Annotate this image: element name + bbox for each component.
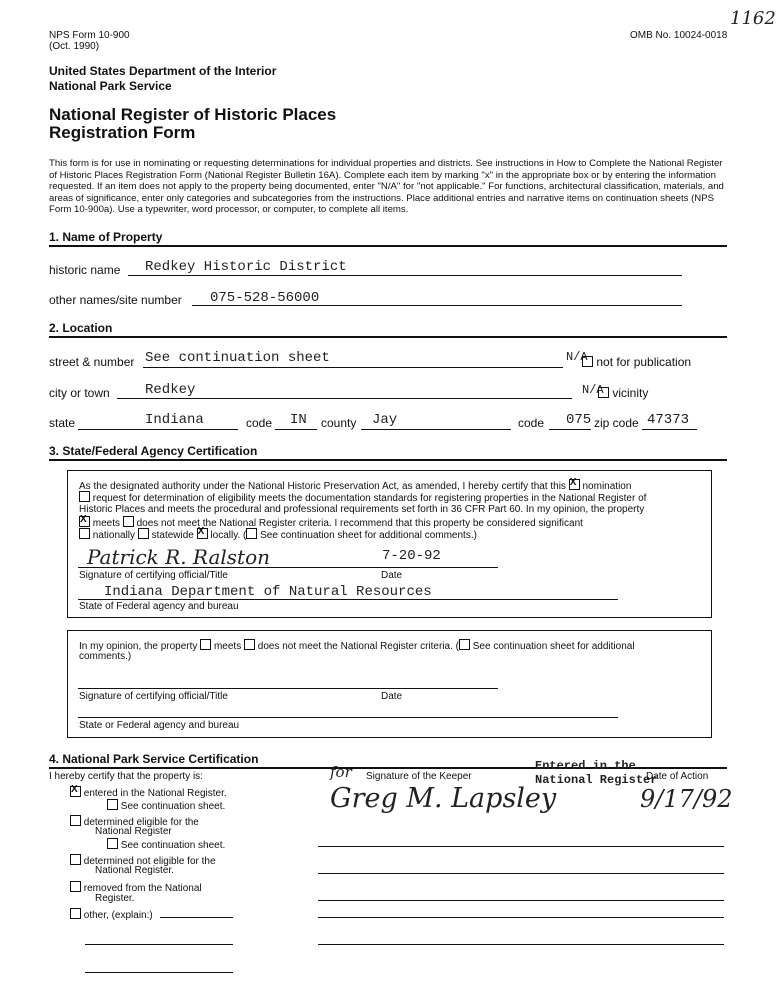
state-code-label: code xyxy=(246,416,273,430)
zip-value[interactable]: 47373 xyxy=(647,412,690,428)
eligibility-checkbox[interactable] xyxy=(79,491,90,502)
certifying-signature: Patrick R. Ralston xyxy=(87,545,270,569)
historic-name-value[interactable]: Redkey Historic District xyxy=(145,259,347,275)
other-option: other, (explain:) xyxy=(70,908,153,921)
agency-value[interactable]: Indiana Department of Natural Resources xyxy=(104,584,432,600)
opinion-line-1: In my opinion, the property meets does not meet the National Register criteria. ( See continuation sheet for additional xyxy=(79,641,635,652)
intro-text: This form is for use in nominating or requesting determinations for individual properties and districts. See instructions in How to Complete the National Register of Historic Places Registration Form (National Register Bulletin 16A). Complete each item by marking "x" in the appropriate box or by entering the information requested. If an item does not apply to the property being documented, enter "N/A" for "not applicable." For functions, architectural classification, materials, and areas of significance, enter only categories and subcategories from the instructions. Place additional entries and narrative items on continuation sheets (NPS Form 10-900a). Use a typewriter, word processor, or computer, to complete all items. xyxy=(49,158,724,216)
city-value[interactable]: Redkey xyxy=(145,382,196,398)
other-names-label: other names/site number xyxy=(49,293,182,307)
not-meets-checkbox[interactable] xyxy=(123,516,134,527)
section-3-heading xyxy=(49,444,727,458)
section-heading: 2. Location xyxy=(49,321,113,335)
omb-number: OMB No. 10024-0018 xyxy=(630,30,728,41)
not-publication[interactable]: not for publication xyxy=(582,355,691,369)
cert-line-4: X meets does not meet the National Register criteria. I recommend that this property be considered significant xyxy=(79,516,583,529)
nationally-checkbox[interactable] xyxy=(79,528,90,539)
form-date: (Oct. 1990) xyxy=(49,41,100,52)
city-label: city or town xyxy=(49,386,110,400)
state-code-value[interactable]: IN xyxy=(290,412,307,428)
see-continuation-checkbox[interactable] xyxy=(107,838,118,849)
entered-stamp-line-1: Entered in the xyxy=(535,759,636,773)
entered-option: X entered in the National Register. xyxy=(70,786,227,799)
vicinity-checkbox[interactable] xyxy=(598,387,609,398)
keeper-signature: Greg M. Lapsley xyxy=(330,783,557,814)
action-date: 9/17/92 xyxy=(640,785,733,813)
county-code-label: code xyxy=(518,416,545,430)
cert-line-3: Historic Places and meets the procedural and professional requirements set forth in 36 CFR Part 60. In my opinion, the property xyxy=(79,504,645,515)
for-mark: for xyxy=(330,763,352,781)
meets-checkbox[interactable] xyxy=(79,516,90,527)
entered-checkbox[interactable] xyxy=(70,786,81,797)
street-value[interactable]: See continuation sheet xyxy=(145,350,330,366)
see-continuation-checkbox[interactable] xyxy=(246,528,257,539)
vicinity-na: N/A xyxy=(582,383,604,397)
county-code-value[interactable]: 075 xyxy=(566,412,592,428)
statewide-checkbox[interactable] xyxy=(138,528,149,539)
other-names-value[interactable]: 075-528-56000 xyxy=(210,290,320,306)
date-of-action-label: Date of Action xyxy=(646,771,709,782)
keeper-label: Signature of the Keeper xyxy=(366,771,472,782)
agency-label: State of Federal agency and bureau xyxy=(79,601,239,612)
det-eligible-line-2: National Register xyxy=(95,826,172,837)
not-publication-checkbox[interactable] xyxy=(582,356,593,367)
service: National Park Service xyxy=(49,79,172,93)
see-continuation-2: See continuation sheet. xyxy=(107,838,225,851)
opinion-meets-checkbox[interactable] xyxy=(200,639,211,650)
state-value[interactable]: Indiana xyxy=(145,412,204,428)
signature-label-2: Signature of certifying official/Title xyxy=(79,691,228,702)
removed-option: removed from the National xyxy=(70,881,202,894)
cert-line-5: nationally statewide X locally. ( See continuation sheet for additional comments.) xyxy=(79,528,477,541)
det-eligible-checkbox[interactable] xyxy=(70,815,81,826)
cert-line-2: request for determination of eligibility meets the documentation standards for registering properties in the National Register of xyxy=(79,491,646,504)
det-not-eligible-option: determined not eligible for the xyxy=(70,854,216,867)
vicinity[interactable]: vicinity xyxy=(598,386,648,400)
section-heading: 3. State/Federal Agency Certification xyxy=(49,444,258,458)
date-label-2: Date xyxy=(381,691,403,702)
certify-text: I hereby certify that the property is: xyxy=(49,771,203,782)
locally-checkbox[interactable] xyxy=(197,528,208,539)
entered-stamp-line-2: National Register xyxy=(535,773,658,787)
cert-line-1: As the designated authority under the National Historic Preservation Act, as amended, I hereby certify that this X nomination xyxy=(79,479,631,492)
det-not-eligible-checkbox[interactable] xyxy=(70,854,81,865)
county-label: county xyxy=(321,416,357,430)
not-publication-na: N/A xyxy=(566,350,588,364)
page-subtitle: Registration Form xyxy=(49,123,196,142)
section-2-heading xyxy=(49,321,727,335)
opinion-line-2: comments.) xyxy=(79,651,132,662)
see-continuation-1: See continuation sheet. xyxy=(107,799,225,812)
state-label: state xyxy=(49,416,76,430)
det-eligible-option: determined eligible for the xyxy=(70,815,199,828)
page-title: National Register of Historic Places xyxy=(49,105,337,124)
certifying-date[interactable]: 7-20-92 xyxy=(382,548,441,564)
other-checkbox[interactable] xyxy=(70,908,81,919)
street-label: street & number xyxy=(49,355,135,369)
form-number: NPS Form 10-900 xyxy=(49,30,130,41)
nomination-checkbox[interactable] xyxy=(569,479,580,490)
see-continuation-checkbox[interactable] xyxy=(107,799,118,810)
historic-name-label: historic name xyxy=(49,263,121,277)
handwritten-number: 1162 xyxy=(730,8,776,29)
zip-label: zip code xyxy=(594,416,639,430)
agency-label-2: State or Federal agency and bureau xyxy=(79,720,240,731)
section-heading: 1. Name of Property xyxy=(49,230,163,244)
signature-label: Signature of certifying official/Title xyxy=(79,570,228,581)
opinion-not-meets-checkbox[interactable] xyxy=(244,639,255,650)
section-heading: 4. National Park Service Certification xyxy=(49,752,259,766)
county-value[interactable]: Jay xyxy=(372,412,398,428)
removed-line-2: Register. xyxy=(95,893,135,904)
department: United States Department of the Interior xyxy=(49,64,277,78)
date-label: Date xyxy=(381,570,403,581)
section-1-heading xyxy=(49,230,727,244)
removed-checkbox[interactable] xyxy=(70,881,81,892)
opinion-see-checkbox[interactable] xyxy=(459,639,470,650)
det-not-eligible-line-2: National Register. xyxy=(95,865,174,876)
